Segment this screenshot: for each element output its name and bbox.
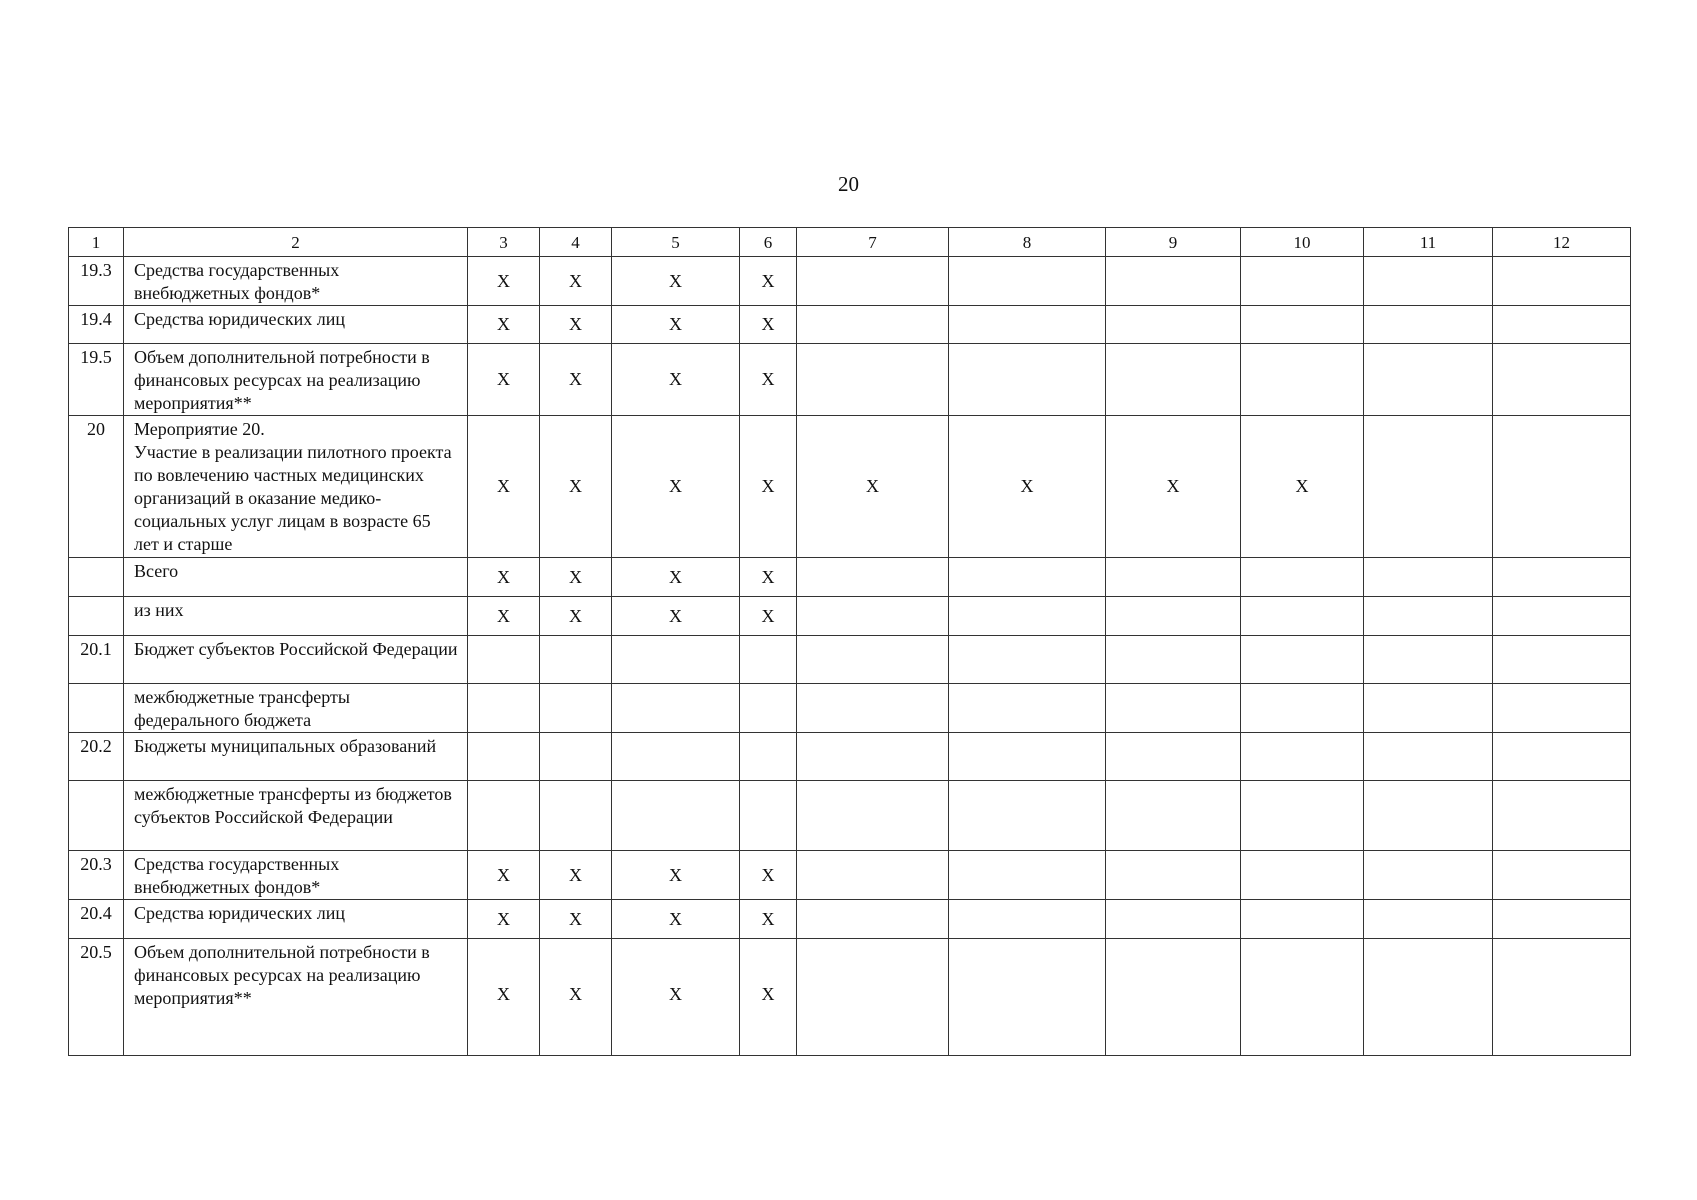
- table-cell: [797, 781, 949, 851]
- table-cell: X: [540, 344, 612, 416]
- table-cell: [468, 781, 540, 851]
- row-name: Всего: [124, 558, 468, 597]
- column-header: 10: [1241, 228, 1364, 257]
- table-cell: [1493, 306, 1631, 344]
- table-cell: [540, 733, 612, 781]
- table-row: [69, 733, 1631, 781]
- table-cell: [540, 684, 612, 733]
- table-cell: [740, 636, 797, 684]
- table-row: [69, 597, 1631, 636]
- table-cell: [797, 597, 949, 636]
- row-name: Бюджет субъектов Российской Федерации: [124, 636, 468, 684]
- table-cell: [797, 851, 949, 900]
- table-cell: [1241, 684, 1364, 733]
- table-row: [69, 851, 1631, 900]
- table-cell: X: [612, 257, 740, 306]
- table-cell: [1493, 900, 1631, 939]
- table-cell: [1106, 900, 1241, 939]
- table-row: [69, 558, 1631, 597]
- column-header: 3: [468, 228, 540, 257]
- row-number: 20.5: [69, 939, 124, 1056]
- row-number: [69, 558, 124, 597]
- table-cell: [797, 733, 949, 781]
- table-cell: X: [740, 306, 797, 344]
- table-cell: X: [540, 851, 612, 900]
- column-header: 4: [540, 228, 612, 257]
- table-cell: [1364, 851, 1493, 900]
- table-cell: [949, 306, 1106, 344]
- table-row: [69, 684, 1631, 733]
- table-cell: [797, 636, 949, 684]
- row-name: межбюджетные трансферты из бюджетов субъектов Российской Федерации: [124, 781, 468, 851]
- table-cell: [1241, 257, 1364, 306]
- table-cell: [1241, 900, 1364, 939]
- column-header: 9: [1106, 228, 1241, 257]
- table-cell: X: [468, 939, 540, 1056]
- table-cell: X: [612, 939, 740, 1056]
- table-cell: X: [612, 558, 740, 597]
- table-cell: [1493, 781, 1631, 851]
- table-cell: [1106, 558, 1241, 597]
- table-cell: X: [540, 597, 612, 636]
- table-cell: [1493, 558, 1631, 597]
- table-cell: X: [740, 416, 797, 558]
- row-name: Средства государственных внебюджетных фондов*: [124, 851, 468, 900]
- table-cell: [949, 939, 1106, 1056]
- table-cell: [1493, 939, 1631, 1056]
- table-cell: X: [740, 900, 797, 939]
- table-cell: [1241, 939, 1364, 1056]
- table-cell: X: [540, 558, 612, 597]
- table-cell: [740, 781, 797, 851]
- table-cell: X: [949, 416, 1106, 558]
- table-cell: [1106, 684, 1241, 733]
- table-cell: X: [540, 416, 612, 558]
- table-cell: [1106, 733, 1241, 781]
- table-cell: [797, 939, 949, 1056]
- table-cell: [1106, 306, 1241, 344]
- table-cell: X: [468, 306, 540, 344]
- table-body: [69, 228, 1631, 1056]
- table-cell: [540, 636, 612, 684]
- table-cell: [1106, 851, 1241, 900]
- row-number: 19.5: [69, 344, 124, 416]
- table-cell: [949, 900, 1106, 939]
- row-number: 20.1: [69, 636, 124, 684]
- table-cell: X: [797, 416, 949, 558]
- table-cell: [1493, 733, 1631, 781]
- table-row: [69, 939, 1631, 1056]
- table-cell: X: [468, 558, 540, 597]
- table-cell: [1364, 939, 1493, 1056]
- table-cell: X: [540, 939, 612, 1056]
- table-cell: X: [612, 900, 740, 939]
- table-cell: [1364, 257, 1493, 306]
- table-cell: [740, 684, 797, 733]
- row-name: из них: [124, 597, 468, 636]
- table-cell: [1106, 636, 1241, 684]
- table-cell: [1106, 781, 1241, 851]
- table-cell: [1364, 781, 1493, 851]
- row-number: 19.4: [69, 306, 124, 344]
- table-cell: X: [468, 900, 540, 939]
- row-number: 20: [69, 416, 124, 558]
- table-cell: [949, 344, 1106, 416]
- table-cell: [1493, 684, 1631, 733]
- table-cell: [1364, 597, 1493, 636]
- table-cell: [1493, 416, 1631, 558]
- table-cell: [1241, 558, 1364, 597]
- table-cell: [797, 344, 949, 416]
- table-cell: [612, 684, 740, 733]
- table-cell: [612, 781, 740, 851]
- column-header: 6: [740, 228, 797, 257]
- column-header: 11: [1364, 228, 1493, 257]
- table-cell: [949, 684, 1106, 733]
- table-cell: X: [540, 900, 612, 939]
- row-name: Бюджеты муниципальных образований: [124, 733, 468, 781]
- table-cell: X: [612, 306, 740, 344]
- table-cell: [1241, 306, 1364, 344]
- table-cell: [797, 684, 949, 733]
- table-cell: [1106, 597, 1241, 636]
- row-number: 20.2: [69, 733, 124, 781]
- table-cell: X: [740, 558, 797, 597]
- table-cell: [1493, 851, 1631, 900]
- table-cell: [949, 851, 1106, 900]
- table-cell: [540, 781, 612, 851]
- table-cell: X: [468, 597, 540, 636]
- table-cell: [1364, 733, 1493, 781]
- row-number: 20.3: [69, 851, 124, 900]
- table-cell: [797, 900, 949, 939]
- column-header: 7: [797, 228, 949, 257]
- table-cell: [949, 733, 1106, 781]
- column-header: 2: [124, 228, 468, 257]
- table-cell: [1364, 344, 1493, 416]
- page-number: 20: [838, 172, 859, 196]
- table-cell: X: [612, 344, 740, 416]
- table-cell: X: [468, 344, 540, 416]
- row-name: Средства юридических лиц: [124, 900, 468, 939]
- table-cell: [949, 781, 1106, 851]
- table-cell: [797, 306, 949, 344]
- table-cell: [1364, 900, 1493, 939]
- table-cell: [1493, 597, 1631, 636]
- column-header: 8: [949, 228, 1106, 257]
- table-cell: [612, 733, 740, 781]
- row-name: межбюджетные трансферты федерального бюджета: [124, 684, 468, 733]
- row-name: Средства юридических лиц: [124, 306, 468, 344]
- column-header: 5: [612, 228, 740, 257]
- table-cell: [797, 558, 949, 597]
- table-cell: X: [740, 257, 797, 306]
- table-row: [69, 416, 1631, 558]
- table-row: [69, 900, 1631, 939]
- table-cell: X: [1241, 416, 1364, 558]
- row-name: Средства государственных внебюджетных фондов*: [124, 257, 468, 306]
- table-cell: [740, 733, 797, 781]
- table-cell: [468, 684, 540, 733]
- table-cell: X: [540, 257, 612, 306]
- table-cell: X: [612, 416, 740, 558]
- table-cell: [1241, 597, 1364, 636]
- table-cell: X: [740, 344, 797, 416]
- table-cell: [1241, 636, 1364, 684]
- budget-table: [68, 227, 1631, 1056]
- table-cell: [1364, 684, 1493, 733]
- table-row: [69, 306, 1631, 344]
- table-cell: [1106, 344, 1241, 416]
- row-name: Объем дополнительной потребности в финансовых ресурсах на реализацию мероприятия**: [124, 344, 468, 416]
- table-cell: [949, 597, 1106, 636]
- table-cell: [468, 636, 540, 684]
- column-header: 1: [69, 228, 124, 257]
- table-cell: [1106, 939, 1241, 1056]
- row-number: [69, 597, 124, 636]
- row-number: [69, 781, 124, 851]
- table-cell: [1493, 636, 1631, 684]
- table-cell: [1241, 851, 1364, 900]
- table-cell: X: [740, 597, 797, 636]
- table-cell: X: [612, 851, 740, 900]
- table-row: [69, 781, 1631, 851]
- row-name: Мероприятие 20. Участие в реализации пилотного проекта по вовлечению частных медицинских организаций в оказание медико-социальных услуг лицам в возрасте 65 лет и старше: [124, 416, 468, 558]
- table-row: [69, 344, 1631, 416]
- row-name: Объем дополнительной потребности в финансовых ресурсах на реализацию мероприятия**: [124, 939, 468, 1056]
- header-row: [69, 228, 1631, 257]
- table-cell: [1364, 306, 1493, 344]
- table-cell: X: [468, 851, 540, 900]
- row-number: 19.3: [69, 257, 124, 306]
- table-cell: [1241, 344, 1364, 416]
- table-cell: X: [468, 257, 540, 306]
- table-cell: [1241, 733, 1364, 781]
- table-cell: X: [468, 416, 540, 558]
- table-cell: X: [540, 306, 612, 344]
- table-cell: [1493, 344, 1631, 416]
- table-cell: [949, 558, 1106, 597]
- table-cell: X: [612, 597, 740, 636]
- table-row: [69, 257, 1631, 306]
- table-cell: [1364, 558, 1493, 597]
- table-row: [69, 636, 1631, 684]
- table-cell: [1106, 257, 1241, 306]
- table-cell: [1493, 257, 1631, 306]
- table-cell: X: [1106, 416, 1241, 558]
- table-cell: [1241, 781, 1364, 851]
- table-cell: [1364, 636, 1493, 684]
- table-cell: X: [740, 939, 797, 1056]
- table-cell: [797, 257, 949, 306]
- table-cell: X: [740, 851, 797, 900]
- table-cell: [1364, 416, 1493, 558]
- table-cell: [949, 257, 1106, 306]
- table-cell: [612, 636, 740, 684]
- column-header: 12: [1493, 228, 1631, 257]
- row-number: [69, 684, 124, 733]
- row-number: 20.4: [69, 900, 124, 939]
- table-cell: [468, 733, 540, 781]
- table-cell: [949, 636, 1106, 684]
